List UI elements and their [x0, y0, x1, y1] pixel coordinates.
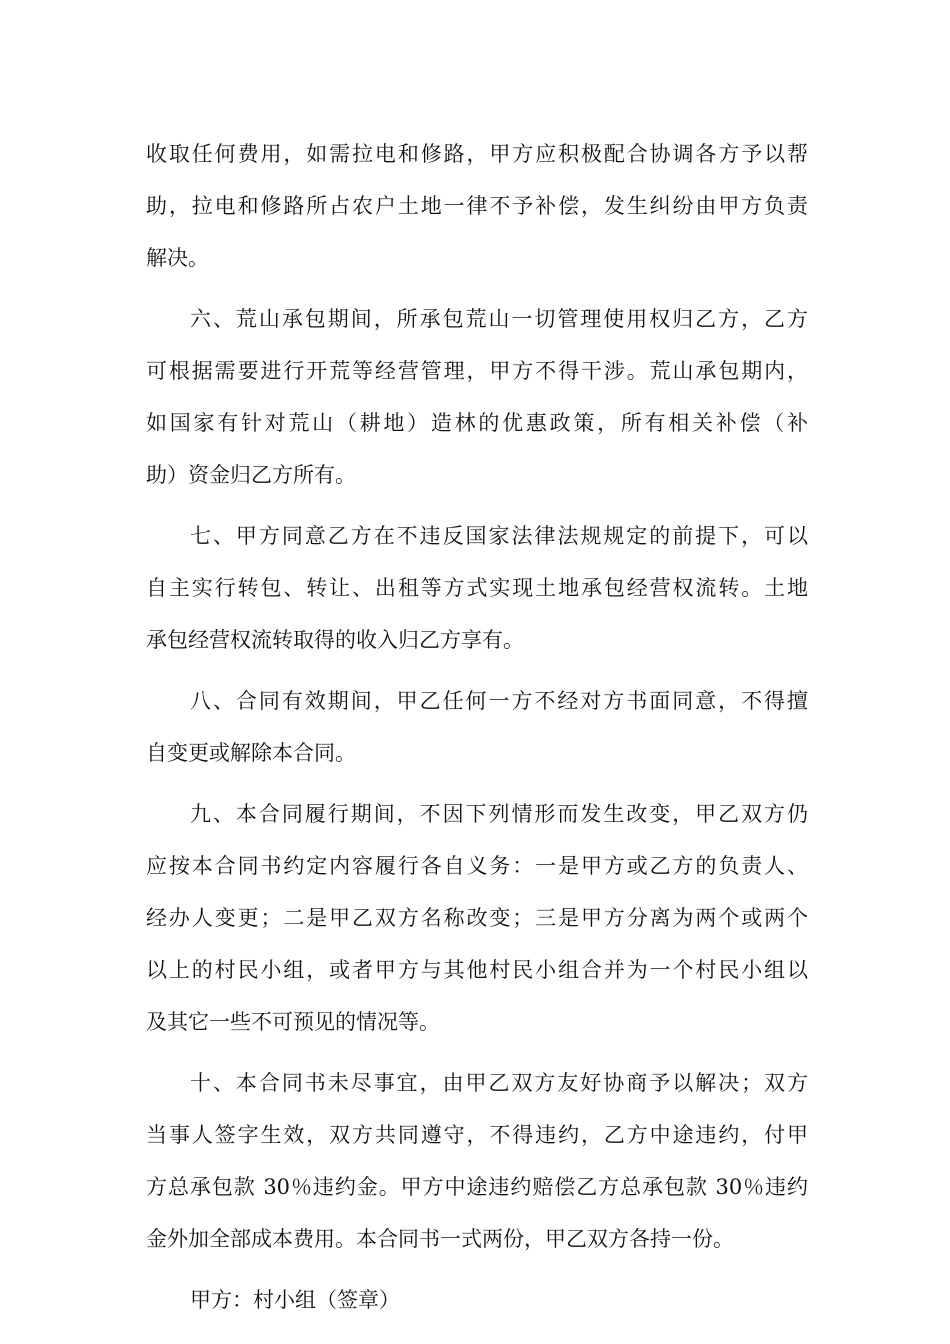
paragraph-continuation [146, 128, 808, 284]
text-line: 七、甲方同意乙方在不违反国家法律法规规定的前提下，可以 [190, 524, 808, 548]
text-line: 经办人变更；二是甲乙双方名称改变；三是甲方分离为两个或两个 [146, 906, 808, 930]
signature-party-a [146, 1274, 808, 1326]
clause-7 [146, 510, 808, 666]
text-line: 可根据需要进行开荒等经营管理，甲方不得干涉。荒山承包期内， [146, 359, 808, 383]
text-line: 金外加全部成本费用。本合同书一式两份，甲乙双方各持一份。 [146, 1227, 734, 1251]
text-line: 助）资金归乙方所有。 [146, 463, 356, 487]
clause-8 [146, 675, 808, 779]
text-line: 解决。 [146, 246, 209, 270]
text-line: 方总承包款 30％违约金。甲方中途违约赔偿乙方总承包款 30％违约 [146, 1175, 808, 1199]
clause-10 [146, 1057, 808, 1265]
text-line: 助，拉电和修路所占农户土地一律不予补偿，发生纠纷由甲方负责 [146, 194, 808, 218]
text-line: 自主实行转包、转让、出租等方式实现土地承包经营权流转。土地 [146, 576, 808, 600]
text-line: 自变更或解除本合同。 [146, 741, 356, 765]
text-line: 当事人签字生效，双方共同遵守，不得违约，乙方中途违约，付甲 [146, 1123, 808, 1147]
text-line: 及其它一些不可预见的情况等。 [146, 1010, 440, 1034]
text-line: 十、本合同书未尽事宜，由甲乙双方友好协商予以解决；双方 [190, 1071, 808, 1095]
text-line: 八、合同有效期间，甲乙任何一方不经对方书面同意，不得擅 [190, 689, 808, 713]
text-line: 以上的村民小组，或者甲方与其他村民小组合并为一个村民小组以 [146, 958, 808, 982]
clause-6 [146, 293, 808, 501]
signature-label: 甲方：村小组（签章） [190, 1288, 400, 1312]
clause-9 [146, 788, 808, 1048]
text-line: 九、本合同履行期间，不因下列情形而发生改变，甲乙双方仍 [190, 802, 808, 826]
text-line: 收取任何费用，如需拉电和修路，甲方应积极配合协调各方予以帮 [146, 142, 808, 166]
text-line: 六、荒山承包期间，所承包荒山一切管理使用权归乙方，乙方 [190, 307, 808, 331]
contract-body [146, 128, 808, 1326]
text-line: 应按本合同书约定内容履行各自义务：一是甲方或乙方的负责人、 [146, 854, 808, 878]
text-line: 如国家有针对荒山（耕地）造林的优惠政策，所有相关补偿（补 [146, 411, 808, 435]
text-line: 承包经营权流转取得的收入归乙方享有。 [146, 628, 524, 652]
